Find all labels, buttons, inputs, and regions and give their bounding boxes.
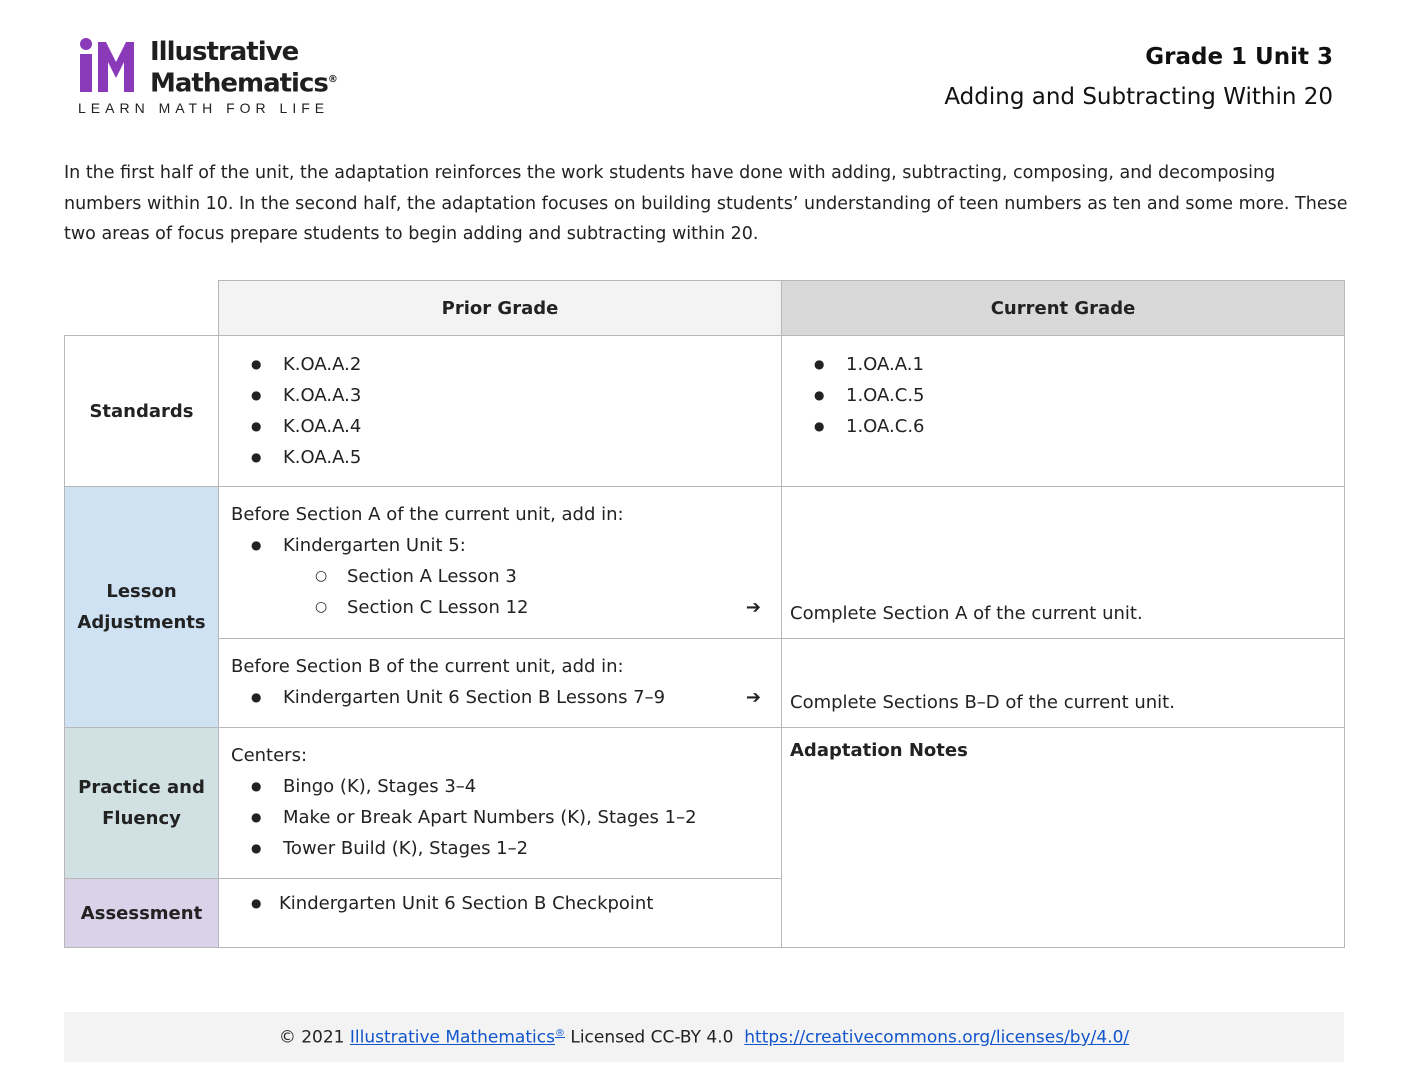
logo-tagline: LEARN MATH FOR LIFE [78,100,330,116]
list-item: ● K.OA.A.3 [219,380,781,411]
lesson-list [219,530,781,623]
sub-list-item [219,592,781,623]
prior-standards-list [219,349,781,473]
prior-standards-cell [219,336,782,487]
right-arrow-icon: ➔ [745,597,761,618]
practice-label-line1: Practice and [78,777,205,798]
practice-label-line2: Fluency [102,808,181,829]
footer-org-link[interactable]: Illustrative Mathematics [349,1027,555,1048]
lesson-list [219,682,781,713]
list-item: ● 1.OA.C.5 [782,380,1344,411]
practice-fluency-label [65,728,219,879]
current-lesson-cell-2 [782,639,1345,728]
centers-intro: Centers: [231,745,308,766]
current-lesson-text-1: Complete Section A of the current unit. [790,603,1143,624]
list-item: ● Bingo (K), Stages 3–4 [219,771,781,802]
list-item: ● Kindergarten Unit 5: [219,530,781,561]
prior-grade-header: Prior Grade [219,281,782,336]
footer [64,1012,1344,1062]
logo-line1: Illustrative [150,37,299,67]
list-item: ● 1.OA.A.1 [782,349,1344,380]
sub-list-item-label: Section C Lesson 12 [347,597,529,618]
footer-copyright: © 2021 [278,1027,345,1048]
lesson-intro: Before Section B of the current unit, add in: [231,656,624,677]
lesson-intro: Before Section A of the current unit, add in: [231,504,624,525]
intro-paragraph: In the first half of the unit, the adaptation reinforces the work students have done with adding, subtracting, composing, and decomposing numbers within 10. In the second half, the adaptation focuses on building students’ understanding of teen numbers as ten and some more. These two areas of focus prepare students to begin adding and subtracting within 20. [64,163,1348,244]
sub-list-item: ○ Section A Lesson 3 [219,561,781,592]
logo-registered-mark: ® [327,74,337,85]
lesson-adjustments-row-1 [65,487,1345,639]
footer-registered-mark: ® [554,1028,565,1039]
im-logo-icon [78,38,136,92]
page-subtitle: Adding and Subtracting Within 20 [944,84,1333,110]
list-item: ● K.OA.A.5 [219,442,781,473]
current-lesson-text-2: Complete Sections B–D of the current unit. [790,692,1175,713]
logo-line2: Mathematics [150,68,328,99]
prior-practice-cell [219,728,782,879]
prior-lesson-cell-1 [219,487,782,639]
logo-wordmark [150,38,337,98]
list-item: ● Tower Build (K), Stages 1–2 [219,833,781,864]
standards-label: Standards [65,336,219,487]
assessment-label: Assessment [65,879,219,948]
lesson-adjustments-label [65,487,219,728]
standards-row [65,336,1345,487]
footer-license-url-link[interactable]: https://creativecommons.org/licenses/by/4.0/ [744,1027,1130,1048]
adaptation-table [64,280,1345,948]
lesson-label-line1: Lesson [106,581,177,602]
list-item: ● 1.OA.C.6 [782,411,1344,442]
table-header-row [65,281,1345,336]
list-item [219,682,781,713]
list-item: ● K.OA.A.2 [219,349,781,380]
current-standards-cell [782,336,1345,487]
list-item: ● Kindergarten Unit 6 Section B Checkpoint [219,888,781,919]
assessment-list [219,888,781,919]
illustrative-mathematics-logo [78,38,338,118]
practice-fluency-row [65,728,1345,879]
prior-lesson-cell-2 [219,639,782,728]
lesson-label-line2: Adjustments [77,612,206,633]
adaptation-notes-cell [782,728,1345,948]
current-lesson-cell-1 [782,487,1345,639]
list-item-label: Kindergarten Unit 6 Section B Lessons 7–9 [283,687,666,708]
header-blank-cell [65,281,219,336]
prior-assessment-cell [219,879,782,948]
lesson-adjustments-row-2 [65,639,1345,728]
page-title: Grade 1 Unit 3 [1145,44,1333,70]
footer-license: Licensed CC-BY 4.0 [570,1027,734,1048]
centers-list [219,771,781,864]
current-grade-header: Current Grade [782,281,1345,336]
adaptation-notes-title: Adaptation Notes [790,740,968,761]
right-arrow-icon: ➔ [745,687,761,708]
list-item: ● Make or Break Apart Numbers (K), Stages 1–2 [219,802,781,833]
list-item: ● K.OA.A.4 [219,411,781,442]
current-standards-list [782,349,1344,442]
